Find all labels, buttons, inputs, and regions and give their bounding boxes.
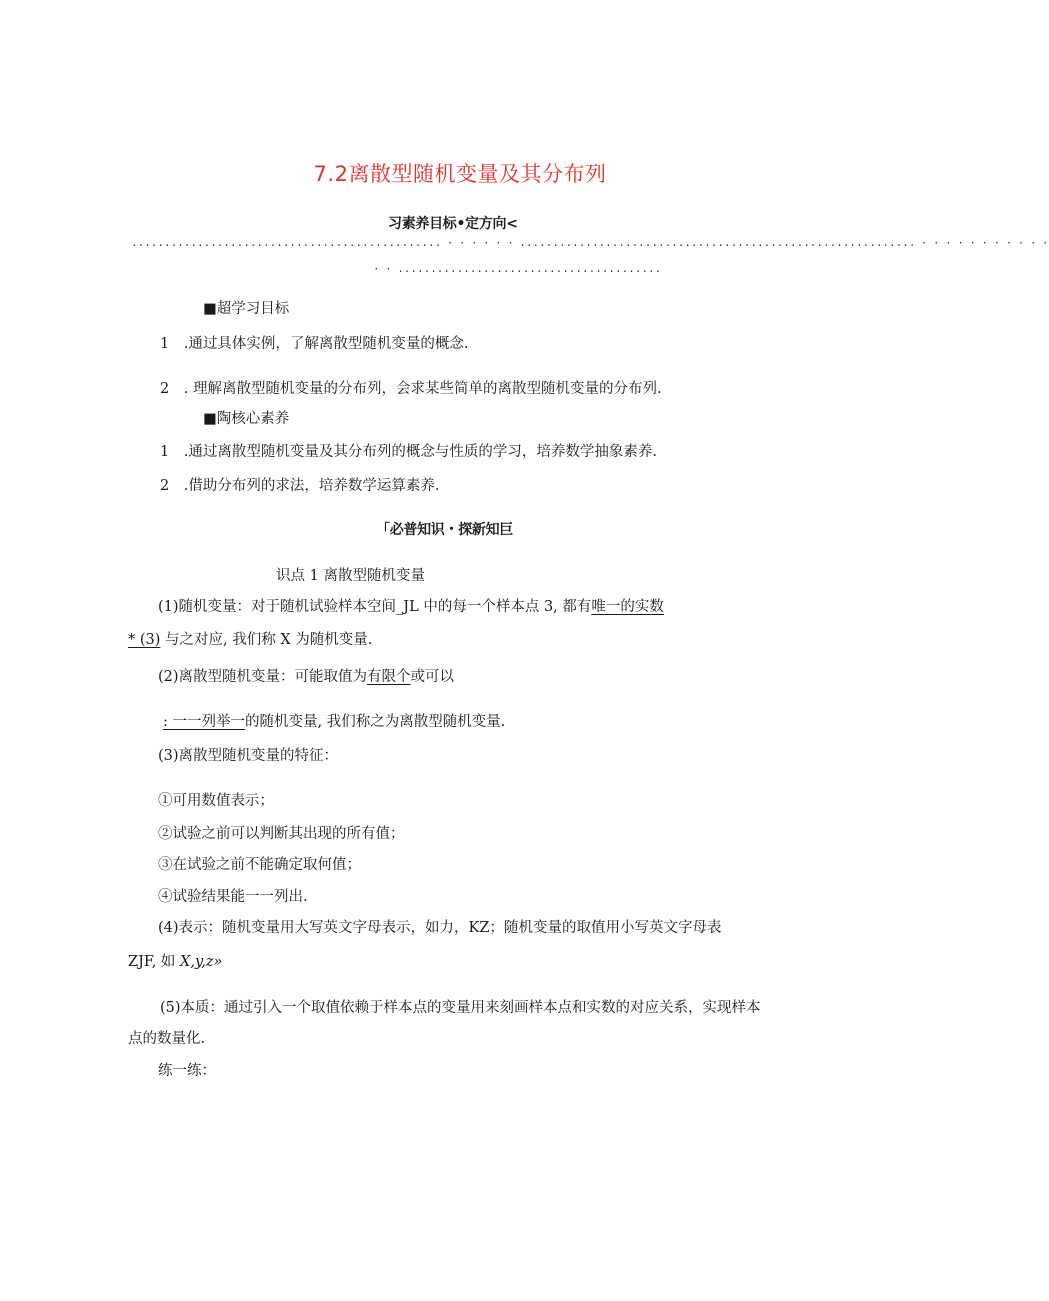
dotted-divider-cont: · · ........................................ [373,264,662,276]
practice-heading: 练一练： [158,1063,216,1079]
feature-item-1: ①可用数值表示； [158,793,274,809]
core-item-2: 2 .借助分布列的求法，培养数学运算素养. [160,478,440,494]
goal-item-1: 1 .通过具体实例，了解离散型随机变量的概念. [160,336,469,352]
italic-variables: X,y,z» [180,954,223,970]
feature-item-3: ③在试验之前不能确定取何值； [158,857,361,873]
goal-item-2: 2 . 理解离散型随机变量的分布列，会求某些简单的离散型随机变量的分布列. [160,381,662,397]
paragraph-notation: (4)表示：随机变量用大写英文字母表示，如力，KZ；随机变量的取值用小写英文字母表 [158,920,722,936]
paragraph-random-variable [158,595,664,616]
core-literacy-heading: ■陶核心素养 [203,411,290,427]
page-title: 7.2离散型随机变量及其分布列 [313,162,607,186]
paragraph-discrete-variable-cont [163,710,505,731]
paragraph-text: 与之对应, 我们称 X 为随机变量. [160,632,373,648]
knowledge-point-heading: 识点 1 离散型随机变量 [276,568,425,584]
paragraph-text: (1)随机变量：对于随机试验样本空间_JL 中的每一个样本点 3, 都有 [158,599,592,615]
paragraph-text: 或可以 [410,669,455,685]
core-item-1: 1 .通过离散型随机变量及其分布列的概念与性质的学习，培养数学抽象素养. [160,444,657,460]
dotted-divider: ............................................... · · · · · · ............................................................ · · · · · · · · · · · [131,238,1049,250]
feature-item-4: ④试验结果能一一列出. [158,889,308,905]
underlined-blank: : 一一列举一 [163,714,245,730]
paragraph-random-variable-cont [128,628,372,649]
paragraph-text: 的随机变量, 我们称之为离散型随机变量. [245,714,506,730]
paragraph-essence: (5)本质：通过引入一个取值依赖于样本点的变量用来刻画样本点和实数的对应关系，实现样本 [160,1000,761,1016]
underlined-blank: * (3) [128,632,161,648]
paragraph-text: ZJF, 如 [128,954,181,970]
underlined-blank: 唯一的实数 [591,599,664,615]
underlined-blank: 有限个 [367,669,411,685]
learning-goals-heading: ■超学习目标 [203,301,290,317]
section-heading-goals: 习素养目标•定方向< [388,216,518,232]
feature-item-2: ②试验之前可以判断其出现的所有值； [158,826,405,842]
paragraph-discrete-variable [158,665,454,686]
paragraph-features: (3)离散型随机变量的特征： [158,748,339,764]
paragraph-text: (2)离散型随机变量：可能取值为 [158,669,368,685]
paragraph-notation-cont [128,950,222,971]
paragraph-essence-cont: 点的数量化. [128,1031,206,1047]
section-heading-knowledge: 「必普知识・探新知巨 [376,522,513,538]
